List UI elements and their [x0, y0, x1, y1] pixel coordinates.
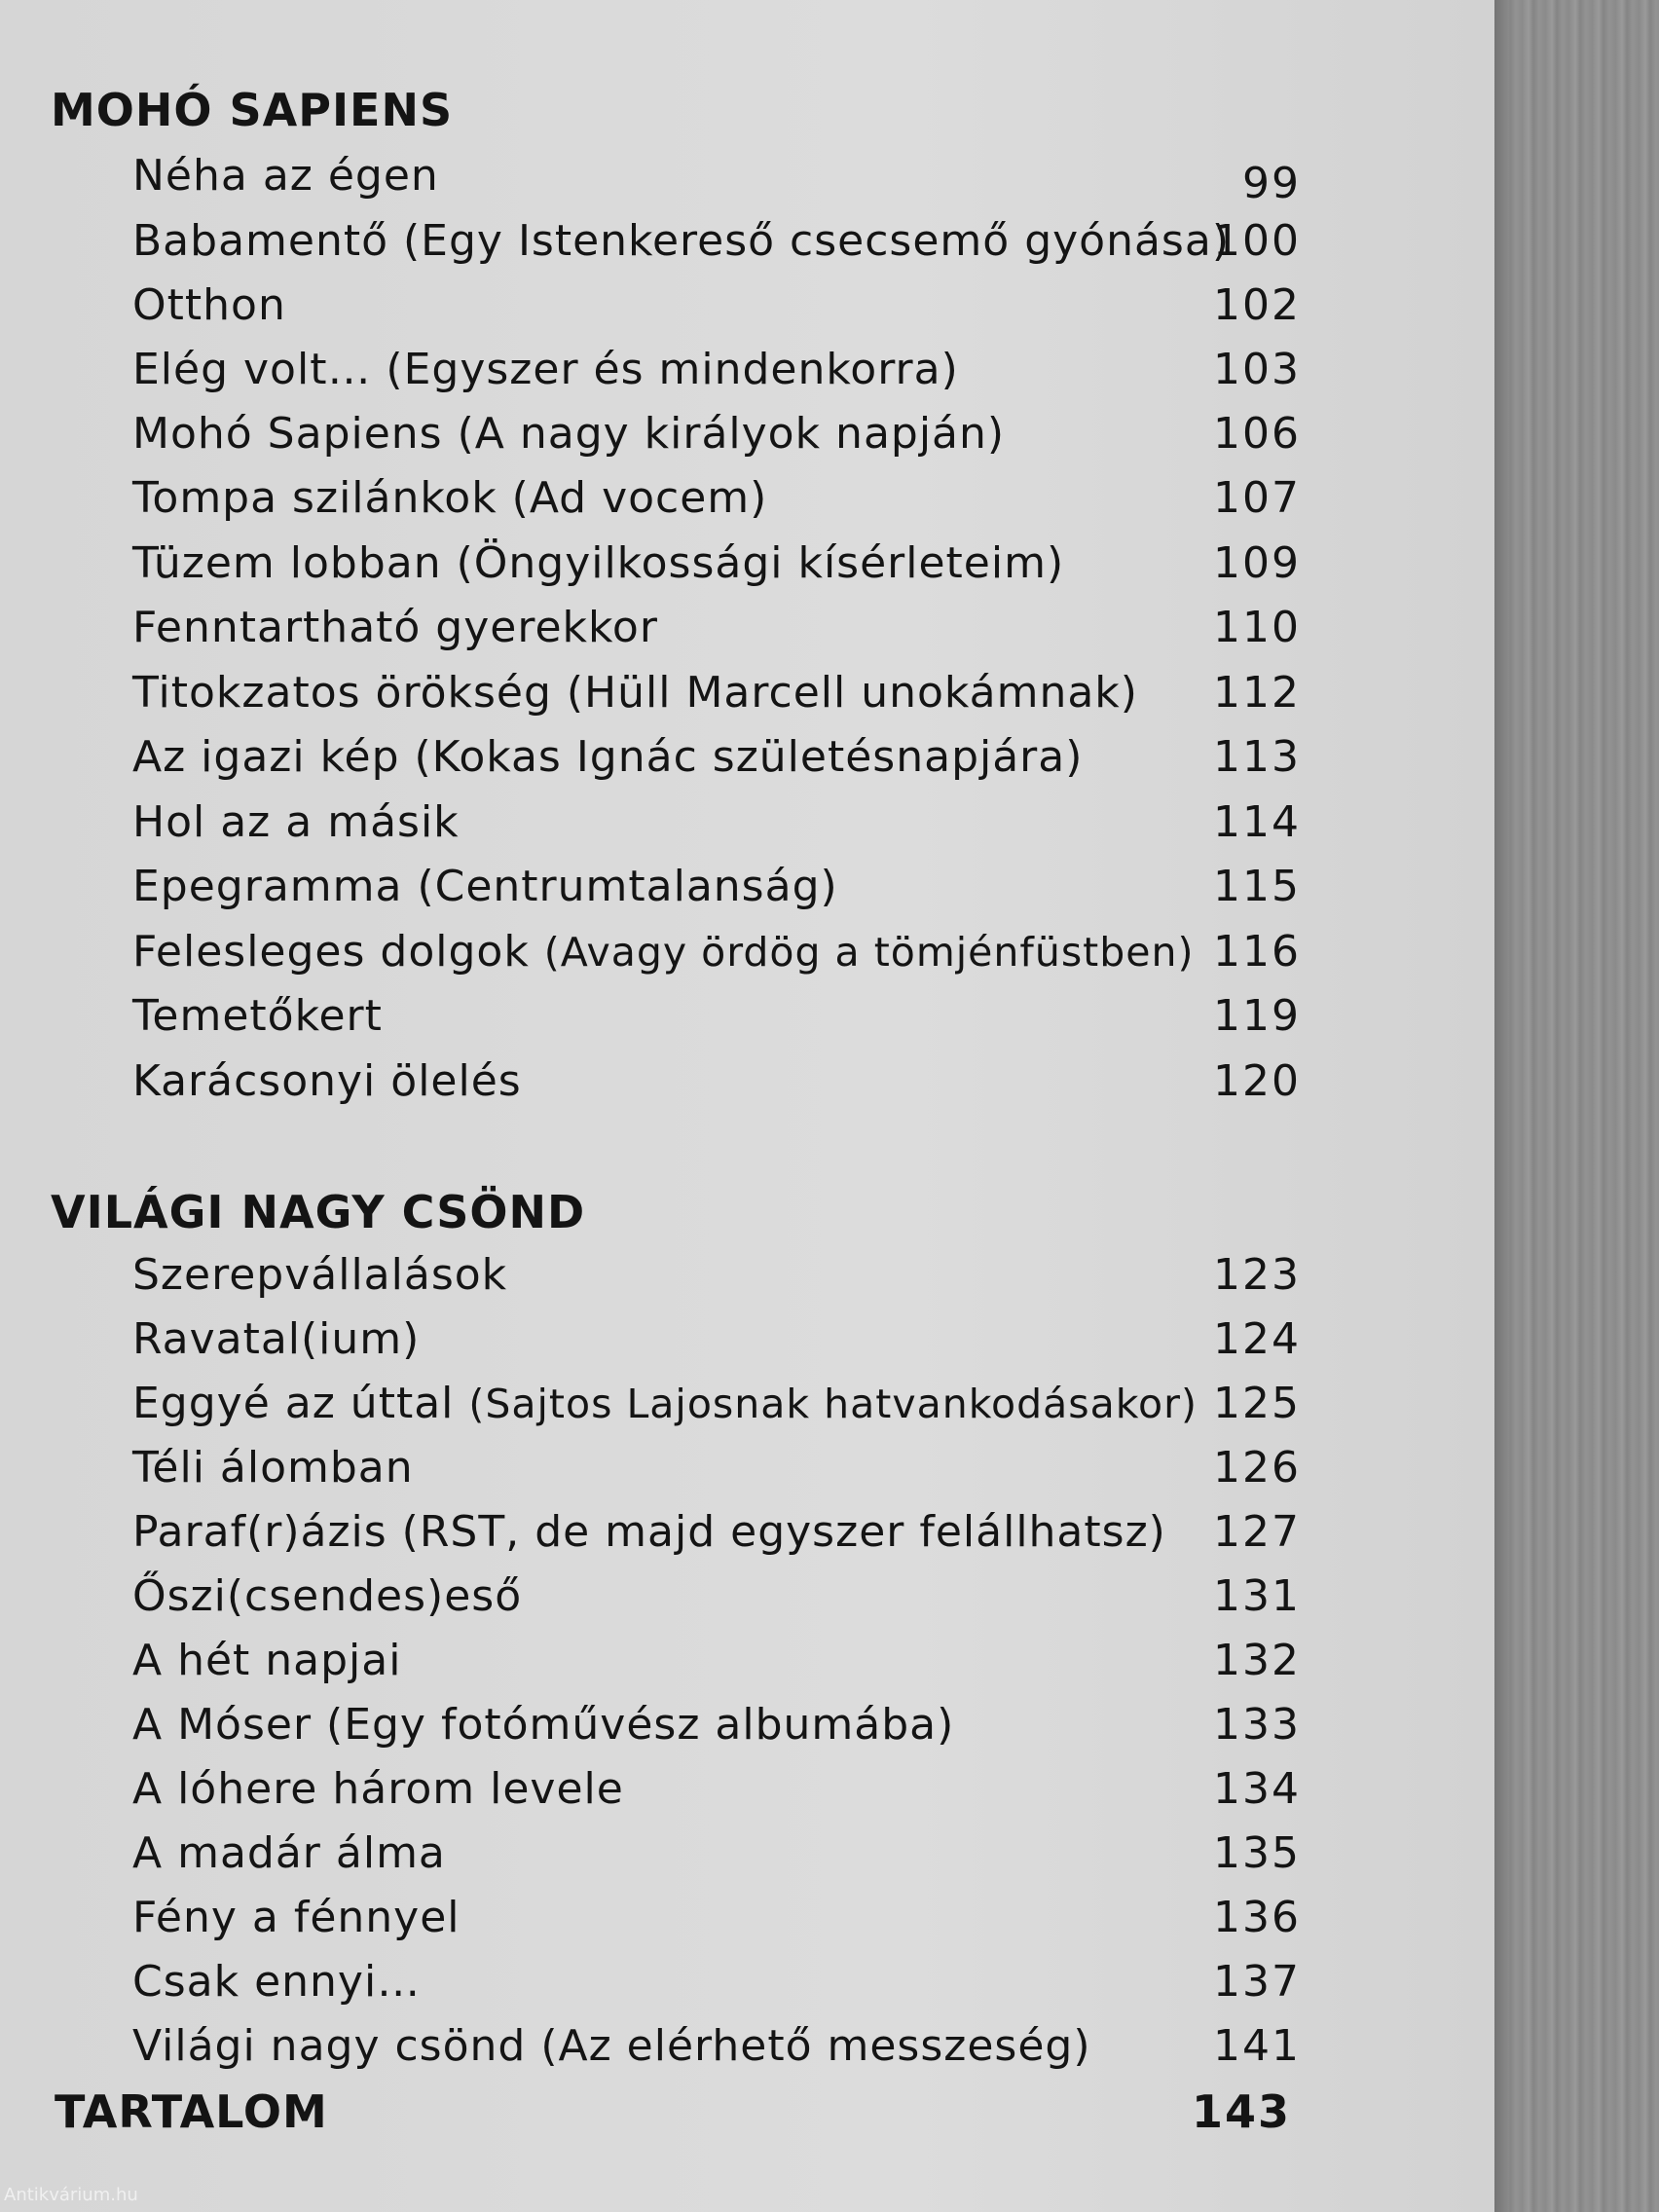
entry-title: A madár álma: [132, 1828, 446, 1878]
entry-title-main: Felesleges dolgok: [132, 927, 544, 977]
watermark-text: Antikvárium.hu: [4, 2185, 138, 2205]
entry-page-number: 120: [1213, 1056, 1301, 1106]
entry-page-number: 115: [1213, 862, 1301, 911]
toc-entry: [132, 668, 1301, 726]
entry-title-subtitle: (Sajtos Lajosnak hatvankodásakor): [468, 1381, 1198, 1427]
entry-title: Mohó Sapiens (A nagy királyok napján): [132, 409, 1006, 459]
toc-entry: [132, 1250, 1301, 1309]
entry-title: Paraf(r)ázis (RST, de majd egyszer felállhatsz): [132, 1507, 1166, 1557]
entry-page-number: 119: [1213, 991, 1301, 1041]
toc-entry: [132, 1056, 1301, 1115]
toc-entry: [132, 603, 1301, 661]
entry-page-number: 124: [1213, 1314, 1301, 1364]
toc-entry: [132, 216, 1301, 275]
toc-entry-tartalom: [55, 2085, 1291, 2144]
entry-page-number: 132: [1213, 1636, 1301, 1685]
entry-title-main: Eggyé az úttal: [132, 1379, 469, 1428]
entry-page-number: 131: [1213, 1571, 1301, 1621]
entry-page-number: 102: [1213, 280, 1301, 330]
toc-entry: [132, 2021, 1301, 2080]
entry-page-number: 99: [1242, 159, 1301, 208]
toc-entry: [132, 1571, 1301, 1630]
entry-title: Néha az égen: [132, 151, 439, 201]
entry-title: Tüzem lobban (Öngyilkossági kísérleteim): [132, 538, 1065, 588]
entry-title: Téli álomban: [132, 1443, 414, 1493]
toc-entry: [132, 1379, 1301, 1437]
final-entry-title: TARTALOM: [55, 2085, 328, 2138]
toc-entry: [132, 862, 1301, 920]
entry-title: Őszi(csendes)eső: [132, 1571, 523, 1621]
entry-title: A hét napjai: [132, 1636, 402, 1685]
entry-page-number: 116: [1213, 927, 1301, 977]
entry-page-number: 125: [1213, 1379, 1301, 1428]
entry-title: Hol az a másik: [132, 797, 460, 847]
entry-page-number: 127: [1213, 1507, 1301, 1557]
entry-page-number: 114: [1213, 797, 1301, 847]
entry-title: Titokzatos örökség (Hüll Marcell unokámnak): [132, 668, 1138, 718]
final-entry-page-number: 143: [1191, 2085, 1291, 2138]
toc-entry: [132, 1443, 1301, 1501]
entry-title-subtitle: (Avagy ördög a tömjénfüstben): [543, 929, 1195, 976]
toc-entry: [132, 1764, 1301, 1823]
toc-entry: [132, 1700, 1301, 1758]
toc-entry: [132, 345, 1301, 403]
entry-title: Csak ennyi…: [132, 1957, 422, 2007]
entry-title: Ravatal(ium): [132, 1314, 421, 1364]
entry-page-number: 106: [1213, 409, 1301, 459]
entry-title: Fenntartható gyerekkor: [132, 603, 658, 652]
entry-title: A lóhere három levele: [132, 1764, 624, 1814]
entry-title: Tompa szilánkok (Ad vocem): [132, 473, 768, 523]
entry-page-number: 110: [1213, 603, 1301, 652]
toc-entry: [132, 1636, 1301, 1694]
entry-title: [132, 1379, 1198, 1428]
toc-entry: [132, 1314, 1301, 1373]
entry-title: Epegramma (Centrumtalanság): [132, 862, 838, 911]
toc-entry: [132, 1893, 1301, 1951]
entry-page-number: 113: [1213, 732, 1301, 782]
entry-page-number: 134: [1213, 1764, 1301, 1814]
entry-page-number: 123: [1213, 1250, 1301, 1300]
entry-page-number: 136: [1213, 1893, 1301, 1942]
entry-page-number: 103: [1213, 345, 1301, 394]
toc-entry: [132, 1828, 1301, 1887]
toc-entry: [132, 732, 1301, 791]
toc-entry: [132, 927, 1301, 985]
entry-page-number: 112: [1213, 668, 1301, 718]
entry-title: Temetőkert: [132, 991, 383, 1041]
toc-entry: [132, 280, 1301, 339]
toc-entry: [132, 1957, 1301, 2015]
section-title-moho-sapiens: MOHÓ SAPIENS: [51, 84, 454, 136]
entry-page-number: 109: [1213, 538, 1301, 588]
toc-entry: [132, 1507, 1301, 1566]
entry-title: A Móser (Egy fotóművész albumába): [132, 1700, 955, 1750]
entry-page-number: 133: [1213, 1700, 1301, 1750]
toc-entry: [132, 991, 1301, 1050]
entry-page-number: 126: [1213, 1443, 1301, 1493]
toc-entry: [132, 409, 1301, 467]
entry-page-number: 107: [1213, 473, 1301, 523]
toc-entry: [132, 797, 1301, 856]
toc-entry: [132, 151, 1301, 209]
entry-title: Az igazi kép (Kokas Ignác születésnapjára): [132, 732, 1084, 782]
entry-title: Fény a fénnyel: [132, 1893, 461, 1942]
toc-entry: [132, 473, 1301, 532]
entry-title: Babamentő (Egy Istenkereső csecsemő gyónása): [132, 216, 1230, 266]
entry-title: Karácsonyi ölelés: [132, 1056, 522, 1106]
entry-title: Világi nagy csönd (Az elérhető messzeség): [132, 2021, 1091, 2071]
entry-page-number: 135: [1213, 1828, 1301, 1878]
entry-page-number: 100: [1213, 216, 1301, 266]
toc-entry: [132, 538, 1301, 597]
entry-page-number: 141: [1213, 2021, 1301, 2071]
entry-title: Otthon: [132, 280, 286, 330]
entry-page-number: 137: [1213, 1957, 1301, 2007]
entry-title: [132, 927, 1194, 977]
section-title-vilagi-nagy-csond: VILÁGI NAGY CSÖND: [51, 1186, 586, 1238]
entry-title: Elég volt… (Egyszer és mindenkorra): [132, 345, 959, 394]
entry-title: Szerepvállalások: [132, 1250, 508, 1300]
background-strip: [1499, 0, 1659, 2212]
